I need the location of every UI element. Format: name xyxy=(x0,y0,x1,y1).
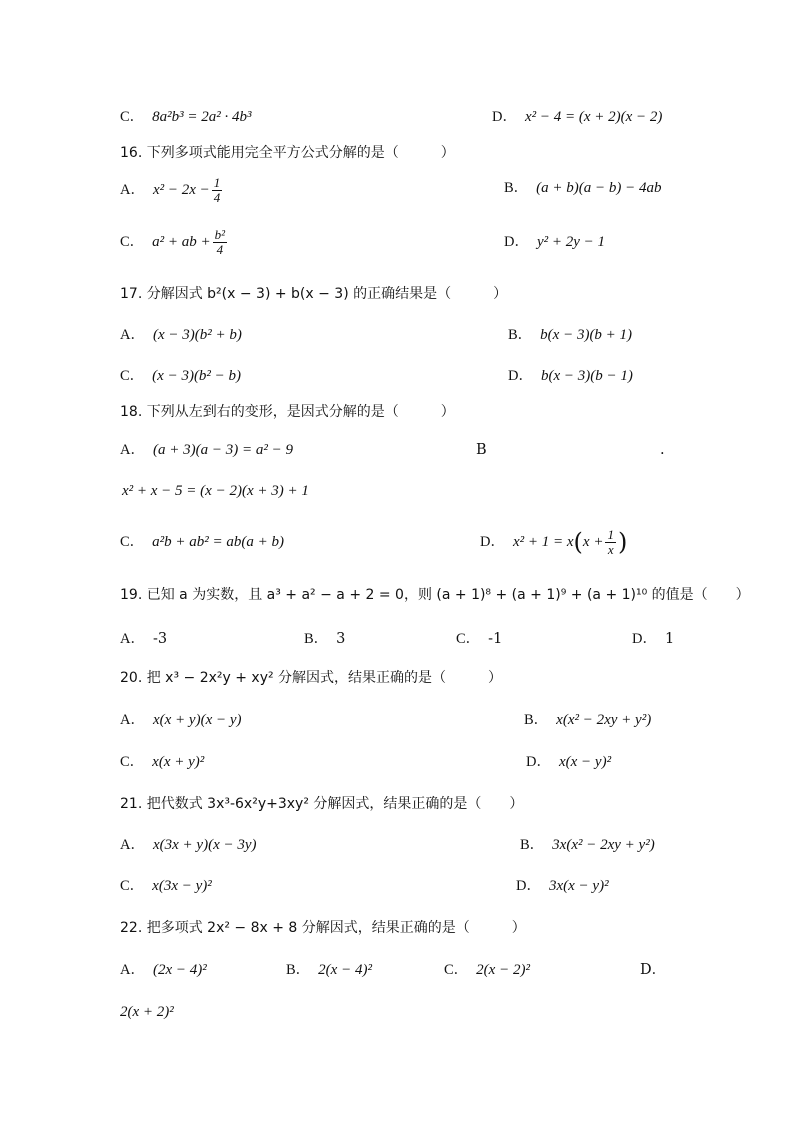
question-19: 19. 已知 a 为实数，且 a³ + a² − a + 2 = 0，则 (a + 1)⁸ + (a + 1)⁹ + (a + 1)¹⁰ 的值是（ ） xyxy=(120,587,750,603)
fraction-numerator: b² xyxy=(214,226,226,242)
fraction-denominator: 4 xyxy=(213,189,221,205)
fraction-denominator: 4 xyxy=(216,241,224,257)
question-20: 20. 把 x³ − 2x²y + xy² 分解因式，结果正确的是（ ） xyxy=(120,670,503,686)
option-17c xyxy=(120,366,241,386)
option-18b-math xyxy=(122,481,309,501)
option-19b xyxy=(304,629,345,649)
option-17b xyxy=(508,325,632,345)
fraction xyxy=(605,528,616,557)
option-label: B． xyxy=(504,180,529,196)
option-label: A． xyxy=(120,442,145,458)
option-20d xyxy=(526,752,611,772)
option-18d xyxy=(480,522,627,562)
option-value: 1 xyxy=(664,631,675,647)
option-16c xyxy=(120,222,229,262)
option-label: C． xyxy=(456,631,481,647)
option-19d xyxy=(632,629,674,649)
option-math: x² + 1 = x xyxy=(512,534,574,550)
option-21b xyxy=(520,835,655,855)
fraction xyxy=(212,176,223,205)
option-19a xyxy=(120,629,167,649)
option-label: A． xyxy=(120,631,145,647)
option-math: x(x + y)² xyxy=(152,754,205,770)
option-math: 8a²b³ = 2a² · 4b³ xyxy=(152,109,252,125)
option-math: y² + 2y − 1 xyxy=(536,234,606,250)
option-label: A． xyxy=(120,327,145,343)
option-18b-dot: . xyxy=(660,442,665,458)
option-label: D． xyxy=(504,234,529,250)
option-15c xyxy=(120,107,252,127)
option-22d-math xyxy=(120,1002,174,1022)
option-math: x(3x − y)² xyxy=(152,878,212,894)
option-label: B． xyxy=(520,837,545,853)
option-16b xyxy=(504,178,662,198)
option-label: D． xyxy=(632,631,657,647)
option-label: A． xyxy=(120,712,145,728)
option-label: C． xyxy=(120,368,145,384)
option-value: 3 xyxy=(336,631,346,647)
option-21d xyxy=(516,876,609,896)
option-22a xyxy=(120,960,207,980)
option-label: B． xyxy=(524,712,549,728)
option-math: b(x − 3)(b + 1) xyxy=(540,327,633,343)
option-math: 2(x − 2)² xyxy=(476,962,530,978)
option-value: -1 xyxy=(488,631,503,647)
option-math: a²b + ab² = ab(a + b) xyxy=(152,534,285,550)
option-label: B． xyxy=(286,962,311,978)
option-label: C． xyxy=(120,109,145,125)
question-17: 17. 分解因式 b²(x − 3) + b(x − 3) 的正确结果是（ ） xyxy=(120,286,508,302)
option-math: (x − 3)(b² − b) xyxy=(152,368,242,384)
option-math: 2(x + 2)² xyxy=(120,1004,174,1020)
option-value: -3 xyxy=(152,631,168,647)
option-18c xyxy=(120,532,284,552)
option-math: x² + x − 5 = (x − 2)(x + 3) + 1 xyxy=(122,483,309,499)
option-math: x² − 2x − xyxy=(152,182,210,198)
option-math: b(x − 3)(b − 1) xyxy=(540,368,633,384)
option-math: x(x + y)(x − y) xyxy=(152,712,242,728)
option-label: B． xyxy=(508,327,533,343)
option-math: x² − 4 = (x + 2)(x − 2) xyxy=(524,109,663,125)
option-label: B． xyxy=(304,631,329,647)
option-math: x(x² − 2xy + y²) xyxy=(556,712,652,728)
option-15d xyxy=(492,107,662,127)
option-label: A． xyxy=(120,962,145,978)
paren-close: ) xyxy=(617,528,628,556)
option-label: C． xyxy=(120,234,145,250)
option-22c xyxy=(444,960,530,980)
option-21c xyxy=(120,876,212,896)
fraction-denominator: x xyxy=(607,541,614,557)
option-label: A． xyxy=(120,182,145,198)
option-label: A． xyxy=(120,837,145,853)
option-math: (2x − 4)² xyxy=(152,962,207,978)
option-17a xyxy=(120,325,242,345)
option-19c xyxy=(456,629,502,649)
option-label: C． xyxy=(120,534,145,550)
option-math: (a + b)(a − b) − 4ab xyxy=(536,180,662,196)
option-math: x(x − y)² xyxy=(558,754,612,770)
option-16d xyxy=(504,232,605,252)
option-20c xyxy=(120,752,204,772)
option-label: C． xyxy=(444,962,469,978)
option-label: D． xyxy=(480,534,505,550)
fraction-numerator: 1 xyxy=(607,526,614,542)
option-20b xyxy=(524,710,651,730)
option-22b xyxy=(286,960,372,980)
fraction-numerator: 1 xyxy=(213,174,221,190)
fraction xyxy=(213,228,227,257)
option-math: (a + 3)(a − 3) = a² − 9 xyxy=(152,442,293,458)
option-label: D． xyxy=(508,368,533,384)
option-label: D． xyxy=(526,754,551,770)
option-16a xyxy=(120,170,224,210)
option-18a xyxy=(120,440,293,460)
option-math: 3x(x² − 2xy + y²) xyxy=(552,837,655,853)
option-math: 2(x − 4)² xyxy=(318,962,372,978)
question-21: 21. 把代数式 3x³-6x²y+3xy² 分解因式，结果正确的是（ ） xyxy=(120,796,524,812)
option-math: x(3x + y)(x − 3y) xyxy=(152,837,257,853)
option-math: 3x(x − y)² xyxy=(548,878,609,894)
option-label: D． xyxy=(516,878,541,894)
option-math: x + xyxy=(582,534,604,550)
option-21a xyxy=(120,835,257,855)
option-22d-label: D． xyxy=(640,962,667,978)
option-20a xyxy=(120,710,242,730)
option-17d xyxy=(508,366,633,386)
option-math: (x − 3)(b² + b) xyxy=(152,327,242,343)
option-label: C． xyxy=(120,878,145,894)
question-18: 18. 下列从左到右的变形，是因式分解的是（ ） xyxy=(120,404,455,420)
question-16: 16. 下列多项式能用完全平方公式分解的是（ ） xyxy=(120,145,455,161)
question-22: 22. 把多项式 2x² − 8x + 8 分解因式，结果正确的是（ ） xyxy=(120,920,526,936)
option-math: a² + ab + xyxy=(152,234,211,250)
paren-open: ( xyxy=(573,528,583,556)
option-18b-label: B xyxy=(476,442,487,458)
option-label: D． xyxy=(492,109,517,125)
option-label: C． xyxy=(120,754,145,770)
